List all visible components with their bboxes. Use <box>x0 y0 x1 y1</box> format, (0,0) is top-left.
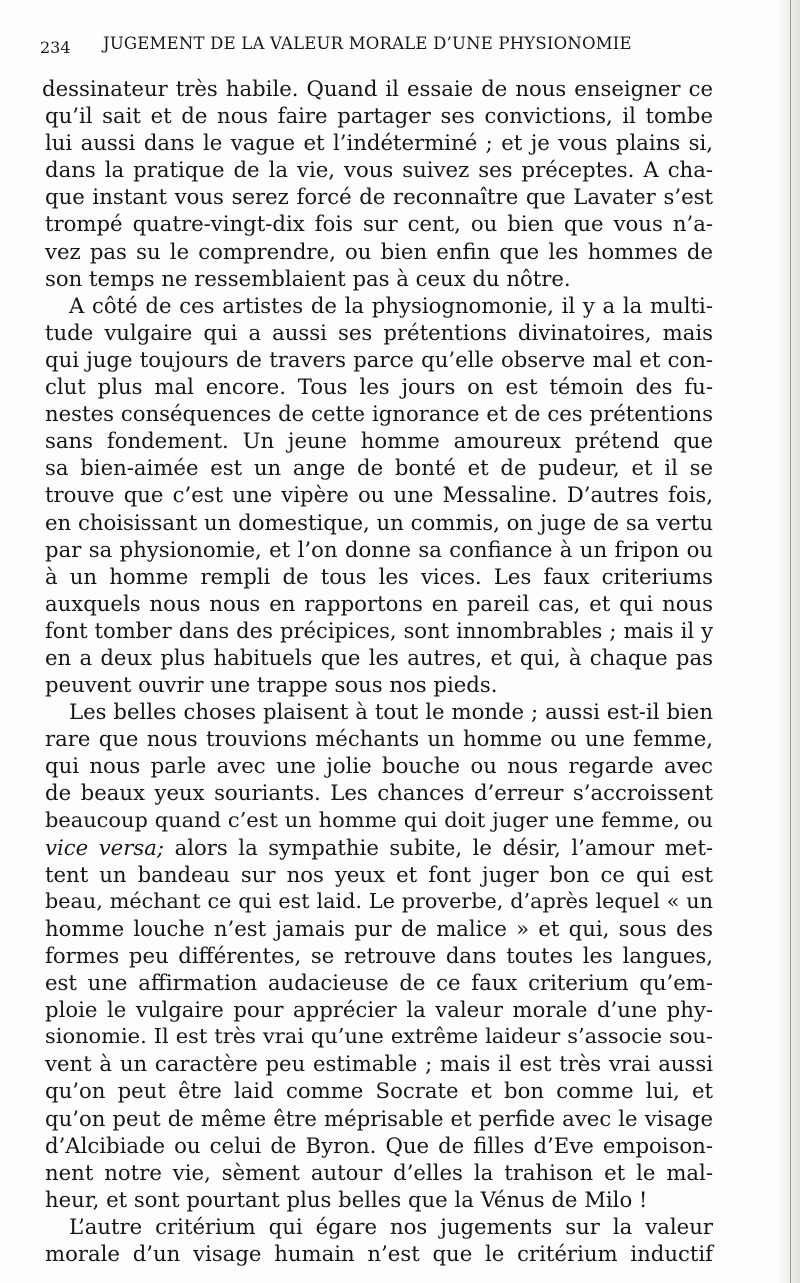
text-line: nestes conséquences de cette ignorance et de ces prétentions <box>45 401 713 427</box>
text-line: à un homme rempli de tous les vices. Les faux criteriums <box>45 563 713 589</box>
text-line: qui juge toujours de travers parce qu’elle observe mal et con- <box>45 346 713 372</box>
text-line: L’autre critérium qui égare nos jugements sur la valeur <box>69 1213 713 1239</box>
text-line: A côté de ces artistes de la physiognomonie, il y a la multi- <box>69 292 713 318</box>
text-line: homme louche n’est jamais pur de malice » et qui, sous des <box>45 915 713 941</box>
running-title: JUGEMENT DE LA VALEUR MORALE D’UNE PHYSIONOMIE <box>103 34 632 53</box>
paragraph-2 <box>45 292 713 698</box>
text-line: nent notre vie, sèment autour d’elles la trahison et le mal- <box>45 1159 713 1185</box>
text-line: vez pas su le comprendre, ou bien enfin que les hommes de <box>45 238 713 264</box>
line-rest: alors la sympathie subite, le désir, l’amour met- <box>164 834 713 860</box>
page-edge <box>790 0 791 1283</box>
text-line: son temps ne ressemblaient pas à ceux du nôtre. <box>45 265 571 291</box>
text-line: font tomber dans des précipices, sont innombrables ; mais il y <box>45 617 713 643</box>
text-line: en a deux plus habituels que les autres, et qui, à chaque pas <box>45 644 713 670</box>
paragraph-4 <box>45 1213 713 1267</box>
text-line-with-italic <box>45 834 713 861</box>
italic-phrase: vice versa; <box>45 834 164 860</box>
text-line: beau, méchant ce qui est laid. Le proverbe, d’après lequel « un <box>45 888 713 913</box>
text-line: tude vulgaire qui a aussi ses prétentions divinatoires, mais <box>45 319 713 345</box>
text-line: peuvent ouvrir une trappe sous nos pieds. <box>45 672 498 698</box>
page-body <box>42 75 713 1267</box>
text-line: par sa physionomie, et l’on donne sa confiance à un fripon ou <box>45 536 713 562</box>
text-line: trouve que c’est une vipère ou une Messaline. D’autres fois, <box>45 482 713 508</box>
text-line: vent à un caractère peu estimable ; mais il est très vrai aussi <box>45 1051 713 1077</box>
text-line: Les belles choses plaisent à tout le monde ; aussi est-il bien <box>69 699 713 725</box>
text-line: est une affirmation audacieuse de ce faux criterium qu’em- <box>45 970 713 996</box>
text-line: auxquels nous nous en rapportons en pareil cas, et qui nous <box>45 590 713 616</box>
text-line: sa bien-aimée est un ange de bonté et de pudeur, et il se <box>45 455 713 481</box>
text-line: que instant vous serez forcé de reconnaître que Lavater s’est <box>45 184 713 210</box>
text-line: qu’on peut de même être méprisable et perfide avec le visage <box>45 1105 713 1131</box>
text-line: qu’il sait et de nous faire partager ses convictions, il tombe <box>45 103 713 129</box>
text-line: heur, et sont pourtant plus belles que la Vénus de Milo ! <box>45 1186 648 1212</box>
text-line: qui nous parle avec une jolie bouche ou nous regarde avec <box>45 753 713 779</box>
text-line: tent un bandeau sur nos yeux et font juger bon ce qui est <box>45 861 713 887</box>
text-line: beaucoup quand c’est un homme qui doit juger une femme, ou <box>45 807 713 832</box>
text-line: de beaux yeux souriants. Les chances d’erreur s’accroissent <box>45 780 713 806</box>
page-number: 234 <box>40 38 71 57</box>
running-header <box>40 34 720 62</box>
text-line: sans fondement. Un jeune homme amoureux prétend que <box>45 428 713 454</box>
text-line: formes peu différentes, se retrouve dans toutes les langues, <box>45 943 713 968</box>
page-gutter-shadow <box>778 0 800 1283</box>
text-line: en choisissant un domestique, un commis, on juge de sa vertu <box>45 509 713 535</box>
text-line: rare que nous trouvions méchants un homme ou une femme, <box>45 726 713 752</box>
paragraph-3 <box>45 698 713 1213</box>
text-line: d’Alcibiade ou celui de Byron. Que de filles d’Eve empoison- <box>45 1132 713 1158</box>
text-line: qu’on peut être laid comme Socrate et bon comme lui, et <box>45 1078 713 1104</box>
text-line: trompé quatre-vingt-dix fois sur cent, ou bien que vous n’a- <box>45 211 713 237</box>
paragraph-1 <box>42 75 713 292</box>
text-line: morale d’un visage humain n’est que le critérium inductif <box>45 1241 713 1267</box>
text-line: lui aussi dans le vague et l’indéterminé ; et je vous plains si, <box>45 130 713 156</box>
text-line: clut plus mal encore. Tous les jours on est témoin des fu- <box>45 374 713 400</box>
text-line: ploie le vulgaire pour apprécier la valeur morale d’une phy- <box>45 997 713 1023</box>
text-line: dessinateur très habile. Quand il essaie de nous enseigner ce <box>42 76 713 101</box>
text-line: sionomie. Il est très vrai qu’une extrême laideur s’associe sou- <box>45 1024 713 1049</box>
text-line: dans la pratique de la vie, vous suivez ses préceptes. A cha- <box>45 157 713 183</box>
